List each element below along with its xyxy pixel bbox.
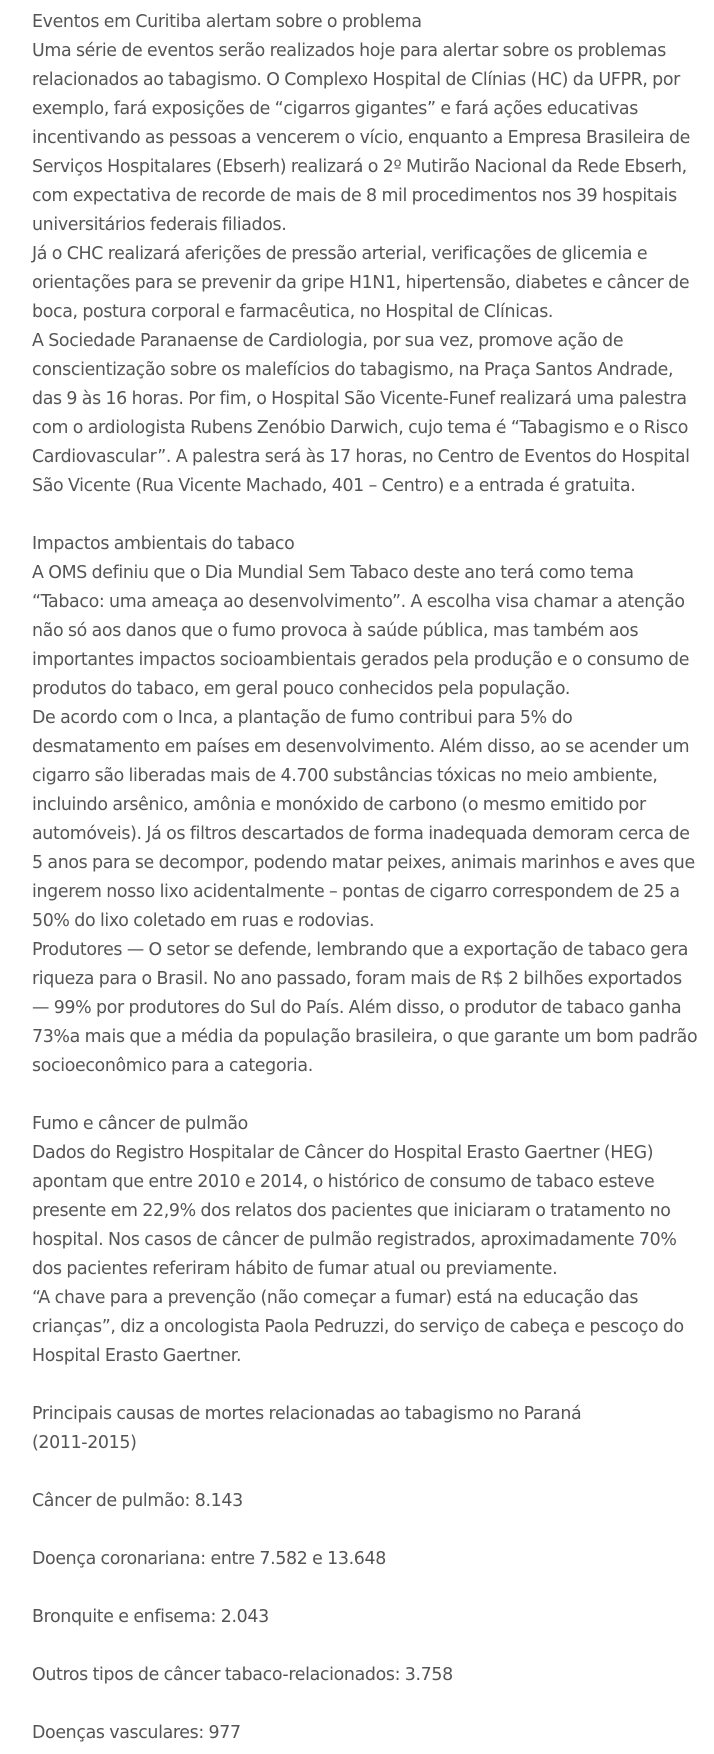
death-cause-item: Bronquite e enfisema: 2.043 <box>32 1607 269 1627</box>
death-cause-item: Outros tipos de câncer tabaco-relacionados: 3.758 <box>32 1665 453 1685</box>
paragraph: De acordo com o Inca, a plantação de fumo contribui para 5% do desmatamento em países em desenvolvimento. Além disso, ao se acender um cigarro são liberadas mais de 4.700 substâncias tóxicas no meio ambiente, incluindo arsênico, amônia e monóxido de carbono (o mesmo emitido por automóveis). Já os filtros descartados de forma inadequada demoram cerca de 5 anos para se decompor, podendo matar peixes, animais marinhos e aves que ingerem nosso lixo acidentalmente – pontas de cigarro correspondem de 25 a 50% do lixo coletado em ruas e rodovias. <box>32 708 695 931</box>
paragraph: Uma série de eventos serão realizados hoje para alertar sobre os problemas relacionados ao tabagismo. O Complexo Hospital de Clínias (HC) da UFPR, por exemplo, fará exposições de “cigarros gigantes” e fará ações educativas incentivando as pessoas a vencerem o vício, enquanto a Empresa Brasileira de Serviços Hospitalares (Ebserh) realizará o 2º Mutirão Nacional da Rede Ebserh, com expectativa de recorde de mais de 8 mil procedimentos nos 39 hospitais universitários federais filiados. <box>32 41 691 235</box>
spacer <box>32 1632 700 1661</box>
spacer <box>32 1081 700 1110</box>
death-cause-item: Doença coronariana: entre 7.582 e 13.648 <box>32 1549 386 1569</box>
section-heading: Eventos em Curitiba alertam sobre o problema <box>32 12 422 32</box>
deaths-title: Principais causas de mortes relacionadas ao tabagismo no Paraná <box>32 1404 582 1424</box>
paragraph: Produtores — O setor se defende, lembrando que a exportação de tabaco gera riqueza para o Brasil. No ano passado, foram mais de R$ 2 bilhões exportados — 99% por produtores do Sul do País. Além disso, o produtor de tabaco ganha 73%a mais que a média da população brasileira, o que garante um bom padrão socioeconômico para a categoria. <box>32 940 698 1076</box>
paragraph: Já o CHC realizará aferições de pressão arterial, verificações de glicemia e orientações para se prevenir da gripe H1N1, hipertensão, diabetes e câncer de boca, postura corporal e farmacêutica, no Hospital de Clínicas. <box>32 244 690 322</box>
section-heading: Fumo e câncer de pulmão <box>32 1114 248 1134</box>
section-events <box>32 8 700 501</box>
spacer <box>32 501 700 530</box>
spacer <box>32 1371 700 1400</box>
deaths-title-period: (2011-2015) <box>32 1433 137 1453</box>
paragraph: A Sociedade Paranaense de Cardiologia, por sua vez, promove ação de conscientização sobre os malefícios do tabagismo, na Praça Santos Andrade, das 9 às 16 horas. Por fim, o Hospital São Vicente-Funef realizará uma palestra com o ardiologista Rubens Zenóbio Darwich, cujo tema é “Tabagismo e o Risco Cardiovascular”. A palestra será às 17 horas, no Centro de Eventos do Hospital São Vicente (Rua Vicente Machado, 401 – Centro) e a entrada é gratuita. <box>32 331 690 496</box>
paragraph: Dados do Registro Hospitalar de Câncer do Hospital Erasto Gaertner (HEG) apontam que entre 2010 e 2014, o histórico de consumo de tabaco esteve presente em 22,9% dos relatos dos pacientes que iniciaram o tratamento no hospital. Nos casos de câncer de pulmão registrados, aproximadamente 70% dos pacientes referiram hábito de fumar atual ou previamente. <box>32 1143 677 1279</box>
death-cause-item: Doenças vasculares: 977 <box>32 1723 241 1743</box>
section-environment <box>32 530 700 1081</box>
spacer <box>32 1690 700 1719</box>
spacer <box>32 1458 700 1487</box>
spacer <box>32 1516 700 1545</box>
death-cause-item: Câncer de pulmão: 8.143 <box>32 1491 243 1511</box>
quote-paragraph: “A chave para a prevenção (não começar a fumar) está na educação das crianças”, diz a oncologista Paola Pedruzzi, do serviço de cabeça e pescoço do Hospital Erasto Gaertner. <box>32 1288 684 1366</box>
paragraph: A OMS definiu que o Dia Mundial Sem Tabaco deste ano terá como tema “Tabaco: uma ameaça ao desenvolvimento”. A escolha visa chamar a atenção não só aos danos que o fumo provoca à saúde pública, mas também aos importantes impactos socioambientais gerados pela produção e o consumo de produtos do tabaco, em geral pouco conhecidos pela população. <box>32 563 690 699</box>
spacer <box>32 1574 700 1603</box>
deaths-list <box>32 1400 700 1748</box>
section-heading: Impactos ambientais do tabaco <box>32 534 295 554</box>
section-lung-cancer <box>32 1110 700 1371</box>
